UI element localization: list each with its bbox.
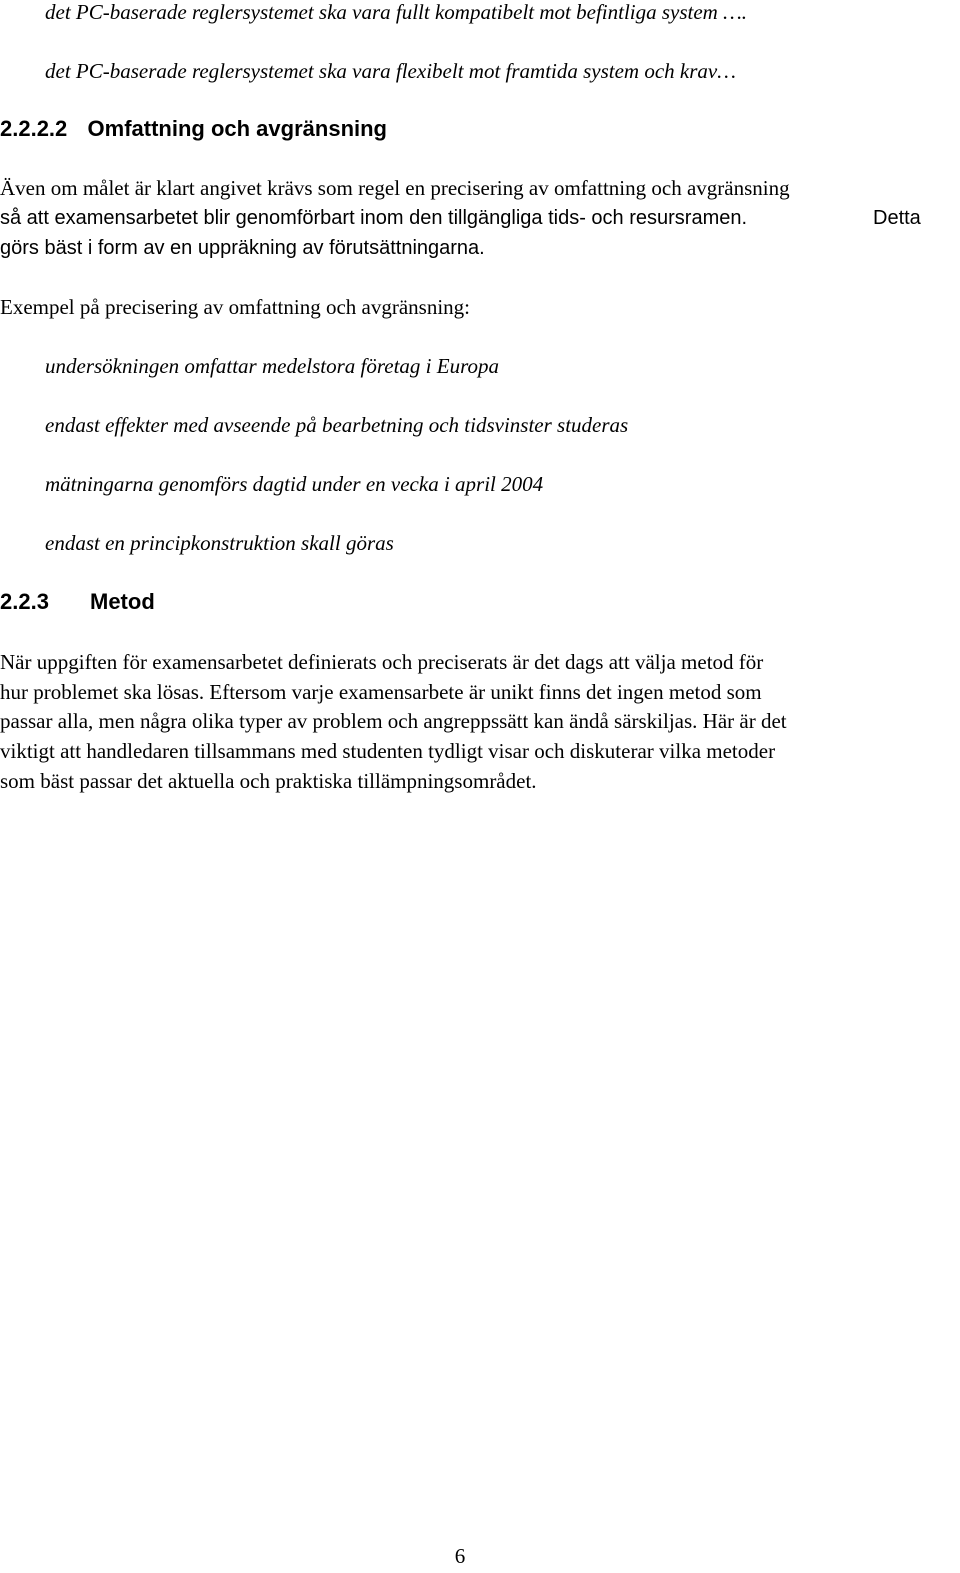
page-number: 6 <box>454 1544 466 1568</box>
section-heading-method <box>0 587 155 617</box>
list-item: endast en principkonstruktion skall göras <box>45 531 394 555</box>
example-intro: Exempel på precisering av omfattning och avgränsning: <box>0 295 471 319</box>
paragraph-line: viktigt att handledaren tillsammans med studenten tydligt visar och diskuterar vilka metoder <box>0 739 776 763</box>
section-number: 2.2.2.2 <box>0 116 68 141</box>
paragraph-line: som bäst passar det aktuella och praktiska tillämpningsområdet. <box>0 769 537 793</box>
paragraph-line: görs bäst i form av en uppräkning av förutsättningarna. <box>0 237 485 259</box>
list-item: mätningarna genomförs dagtid under en vecka i april 2004 <box>45 472 544 496</box>
section-title: Metod <box>90 589 155 614</box>
section-number: 2.2.3 <box>0 589 49 614</box>
list-item: undersökningen omfattar medelstora företag i Europa <box>45 354 499 378</box>
paragraph-line: passar alla, men några olika typer av problem och angreppssätt kan ändå särskiljas. Här är det <box>0 709 787 733</box>
paragraph-line: När uppgiften för examensarbetet definierats och preciserats är det dags att välja metod för <box>0 650 764 674</box>
list-item: endast effekter med avseende på bearbetning och tidsvinster studeras <box>45 413 629 437</box>
paragraph-line: hur problemet ska lösas. Eftersom varje examensarbete är unikt finns det ingen metod som <box>0 680 762 704</box>
list-item: det PC-baserade reglersystemet ska vara flexibelt mot framtida system och krav… <box>45 59 736 83</box>
section-title: Omfattning och avgränsning <box>87 116 387 141</box>
list-item: det PC-baserade reglersystemet ska vara fullt kompatibelt mot befintliga system …. <box>45 0 748 24</box>
paragraph-line: så att examensarbetet blir genomförbart inom den tillgängliga tids- och resursramen. <box>0 207 748 229</box>
paragraph-line: Detta <box>873 207 921 229</box>
paragraph-line: Även om målet är klart angivet krävs som regel en precisering av omfattning och avgränsning <box>0 176 790 200</box>
section-heading-scope <box>0 114 387 144</box>
